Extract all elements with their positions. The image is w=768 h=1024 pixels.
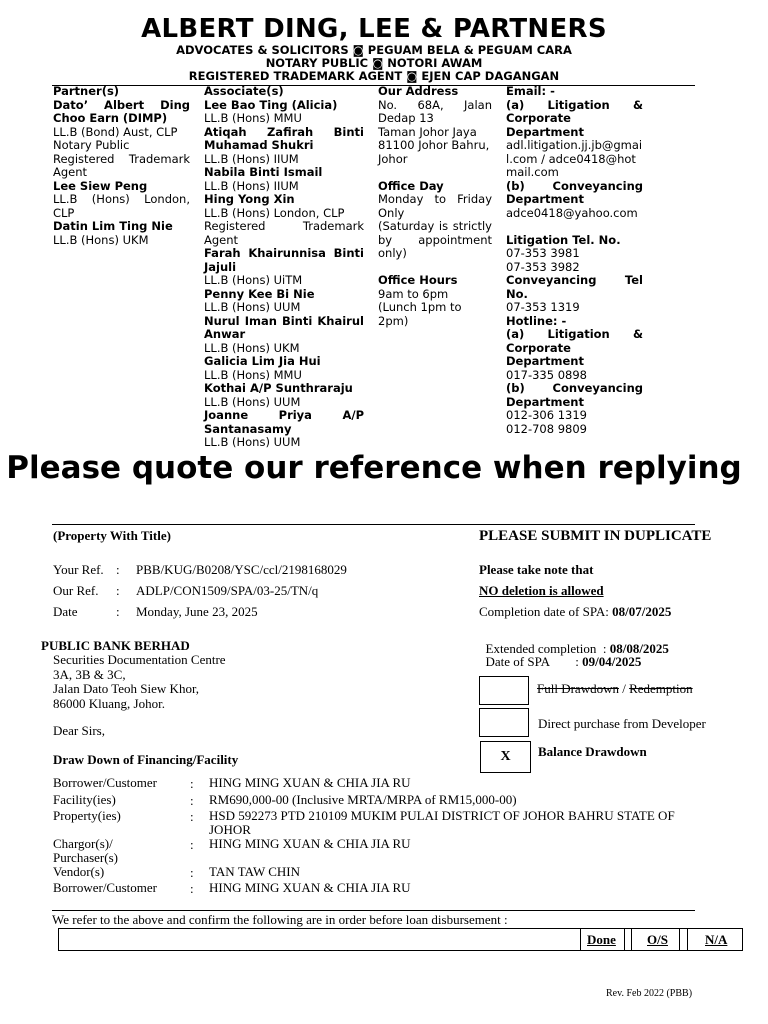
revision-note: Rev. Feb 2022 (PBB) (606, 988, 693, 999)
hotline-conveyancing-tel: 012-306 1319 (506, 408, 587, 422)
associate-name: Kothai A/P Sunthraraju (204, 381, 353, 395)
our-ref-label: Our Ref. (53, 583, 99, 598)
litigation-tel: 07-353 3982 (506, 259, 580, 274)
partner-name: Lee Siew Peng (53, 178, 148, 193)
your-ref-value: PBB/KUG/B0208/YSC/ccl/2198168029 (136, 562, 347, 577)
conveyancing-tel-heading: Conveyancing Tel No. (506, 273, 643, 301)
option-separator: / (618, 681, 630, 696)
redemption-label: Redemption (629, 681, 693, 696)
hotline-conveyancing-tel: 012-708 9809 (506, 421, 587, 436)
column-divider (580, 929, 581, 950)
extended-completion-value: 08/08/2025 (609, 641, 669, 656)
direct-purchase-checkbox[interactable] (479, 708, 529, 737)
checked-x-mark: X (500, 749, 511, 764)
associate-name: Nabila Binti Ismail (204, 165, 323, 179)
recipient-address-line: 3A, 3B & 3C, (53, 666, 126, 682)
borrower-label: Borrower/Customer (53, 880, 157, 895)
associate-qualification: LL.B (Hons) UKM (204, 340, 300, 355)
vendor-value: TAN TAW CHIN (209, 864, 300, 879)
salutation: Dear Sirs, (53, 723, 105, 738)
associate-qualification: LL.B (Hons) MMU (204, 367, 302, 382)
partner-name: Datin Lim Ting Nie (53, 219, 173, 233)
borrower-label: Borrower/Customer (53, 775, 157, 790)
partner-qualification: LL.B (Hons) London, CLP (53, 192, 190, 220)
associate-name: Penny Kee Bi Nie (204, 286, 315, 301)
notice-divider (52, 524, 695, 525)
associate-qualification: LL.B (Hons) UUM (204, 435, 301, 449)
recipient-address-line: 86000 Kluang, Johor. (53, 695, 165, 711)
tagline-notary: NOTARY PUBLIC ◙ NOTORI AWAM (265, 56, 483, 70)
details-divider (52, 910, 695, 911)
column-divider (679, 929, 680, 950)
litigation-tel-heading: Litigation Tel. No. (506, 232, 621, 247)
litigation-department-label: (a) Litigation & Corporate Department (506, 97, 643, 139)
litigation-email[interactable]: adl.litigation.jj.jb@gmail.com / adce0418@hotmail.com (506, 138, 643, 179)
facility-value: RM690,000-00 (Inclusive MRTA/MRPA of RM15,000-00) (209, 792, 517, 807)
subject-line: Draw Down of Financing/Facility (53, 752, 239, 767)
done-column-header: Done (587, 932, 616, 947)
firm-name: ALBERT DING, LEE & PARTNERS (141, 14, 607, 44)
full-drawdown-checkbox[interactable] (479, 676, 529, 705)
associate-name: Joanne Priya A/P Santanasamy (204, 408, 364, 436)
ref-colon: : (116, 562, 120, 577)
litigation-tel: 07-353 3981 (506, 246, 580, 260)
our-ref-value: ADLP/CON1509/SPA/03-25/TN/q (136, 583, 319, 598)
associates-heading: Associate(s) (204, 84, 284, 98)
date-value: Monday, June 23, 2025 (136, 604, 258, 619)
office-hours: 9am to 6pm (378, 286, 449, 301)
hotline-litigation-tel: 017-335 0898 (506, 367, 587, 382)
associate-qualification: LL.B (Hons) UiTM (204, 273, 303, 287)
checklist-header-row (58, 928, 743, 951)
associates-column (204, 85, 364, 450)
recipient-address-line: Securities Documentation Centre (53, 652, 226, 667)
detail-colon: : (190, 837, 194, 852)
ref-colon: : (116, 583, 120, 598)
column-divider (631, 929, 632, 950)
submit-duplicate-notice: PLEASE SUBMIT IN DUPLICATE (479, 528, 712, 544)
partner-qualification: Notary Public (53, 138, 130, 152)
balance-drawdown-checkbox[interactable] (480, 741, 531, 773)
associate-qualification: LL.B (Hons) London, CLP (204, 205, 345, 220)
associate-qualification: Registered Trademark Agent (204, 219, 364, 247)
property-value: HSD 592273 PTD 210109 MUKIM PULAI DISTRICT OF JOHOR BAHRU STATE OF JOHOR (209, 808, 675, 837)
office-day: Monday to Friday Only (378, 192, 492, 220)
direct-purchase-label: Direct purchase from Developer (538, 716, 706, 731)
facility-label: Facility(ies) (53, 792, 116, 807)
property-type: (Property With Title) (53, 528, 171, 543)
partners-heading: Partner(s) (53, 84, 120, 98)
conveyancing-tel: 07-353 1319 (506, 300, 580, 314)
column-divider (624, 929, 625, 950)
office-day-note: (Saturday is strictly by appointment only) (378, 219, 492, 260)
associate-qualification: LL.B (Hons) UUM (204, 394, 301, 409)
borrower-value: HING MING XUAN & CHIA JIA RU (209, 880, 411, 895)
detail-colon: : (190, 881, 194, 896)
conveyancing-department-label: (b) Conveyancing Department (506, 178, 643, 206)
partner-qualification: Registered Trademark Agent (53, 151, 190, 179)
associate-qualification: LL.B (Hons) IIUM (204, 151, 299, 166)
associate-name: Galicia Lim Jia Hui (204, 354, 321, 368)
balance-drawdown-label: Balance Drawdown (538, 744, 647, 759)
office-hours-heading: Office Hours (378, 273, 458, 287)
recipient-address (53, 653, 226, 711)
chargor-value: HING MING XUAN & CHIA JIA RU (209, 836, 411, 851)
associate-name: Atiqah Zafirah Binti Muhamad Shukri (204, 124, 364, 152)
completion-date-label: Completion date of SPA: (479, 604, 613, 619)
ref-colon: : (116, 604, 120, 619)
address-column (378, 85, 492, 328)
date-label: Date (53, 604, 78, 619)
partners-column (53, 85, 190, 247)
partner-qualification: LL.B (Bond) Aust, CLP (53, 124, 178, 139)
quote-reference-notice: Please quote our reference when replying (6, 450, 742, 486)
take-note-text: Please take note that (479, 562, 594, 577)
completion-date-value: 08/07/2025 (612, 604, 672, 619)
office-day-heading: Office Day (378, 178, 444, 193)
borrower-value: HING MING XUAN & CHIA JIA RU (209, 775, 411, 790)
extended-completion-label: Extended completion : (485, 641, 610, 656)
associate-name: Hing Yong Xin (204, 192, 295, 206)
recipient-name: PUBLIC BANK BERHAD (41, 638, 190, 653)
not-applicable-column-header: N/A (705, 932, 728, 947)
hotline-conveyancing-label: (b) Conveyancing Department (506, 381, 643, 409)
chargor-label: Chargor(s)/ Purchaser(s) (53, 836, 118, 865)
email-heading: Email: - (506, 84, 555, 98)
spa-date-label: Date of SPA : (485, 654, 583, 669)
hotline-litigation-label: (a) Litigation & Corporate Department (506, 327, 643, 368)
detail-colon: : (190, 809, 194, 824)
full-drawdown-label: Full Drawdown (537, 681, 619, 696)
partner-qualification: LL.B (Hons) UKM (53, 232, 149, 247)
confirm-text: We refer to the above and confirm the following are in order before loan disbursement : (52, 912, 508, 927)
address-line: No. 68A, Jalan Dedap 13 (378, 97, 492, 125)
detail-colon: : (190, 865, 194, 880)
detail-colon: : (190, 776, 194, 791)
hotline-heading: Hotline: - (506, 313, 567, 328)
associate-name: Farah Khairunnisa Binti Jajuli (204, 246, 364, 274)
detail-colon: : (190, 793, 194, 808)
associate-qualification: LL.B (Hons) UUM (204, 300, 301, 314)
address-line: 81100 Johor Bahru, Johor (378, 138, 490, 166)
spa-date-value: 09/04/2025 (582, 654, 642, 669)
property-label: Property(ies) (53, 808, 121, 823)
associate-name: Nurul Iman Binti Khairul Anwar (204, 313, 364, 341)
tagline-advocates: ADVOCATES & SOLICITORS ◙ PEGUAM BELA & PEGUAM CARA (176, 43, 572, 57)
your-ref-label: Your Ref. (53, 562, 104, 577)
recipient-address-line: Jalan Dato Teoh Siew Khor, (53, 681, 199, 696)
full-drawdown-option (537, 681, 693, 697)
associate-qualification: LL.B (Hons) MMU (204, 111, 302, 125)
completion-date-row (479, 604, 671, 620)
associate-qualification: LL.B (Hons) IIUM (204, 178, 299, 193)
contact-column (506, 85, 643, 436)
office-hours-note: (Lunch 1pm to 2pm) (378, 300, 462, 328)
outstanding-column-header: O/S (647, 932, 668, 947)
associate-name: Lee Bao Ting (Alicia) (204, 97, 338, 112)
tagline-trademark: REGISTERED TRADEMARK AGENT ◙ EJEN CAP DAGANGAN (188, 69, 560, 83)
spa-date-row (479, 638, 641, 670)
conveyancing-email[interactable]: adce0418@yahoo.com (506, 205, 638, 220)
address-heading: Our Address (378, 84, 459, 98)
no-deletion-text: NO deletion is allowed (479, 583, 604, 598)
vendor-label: Vendor(s) (53, 864, 105, 879)
column-divider (687, 929, 688, 950)
partner-name: Dato’ Albert Ding Choo Earn (DIMP) (53, 97, 190, 125)
address-line: Taman Johor Jaya (378, 124, 477, 139)
